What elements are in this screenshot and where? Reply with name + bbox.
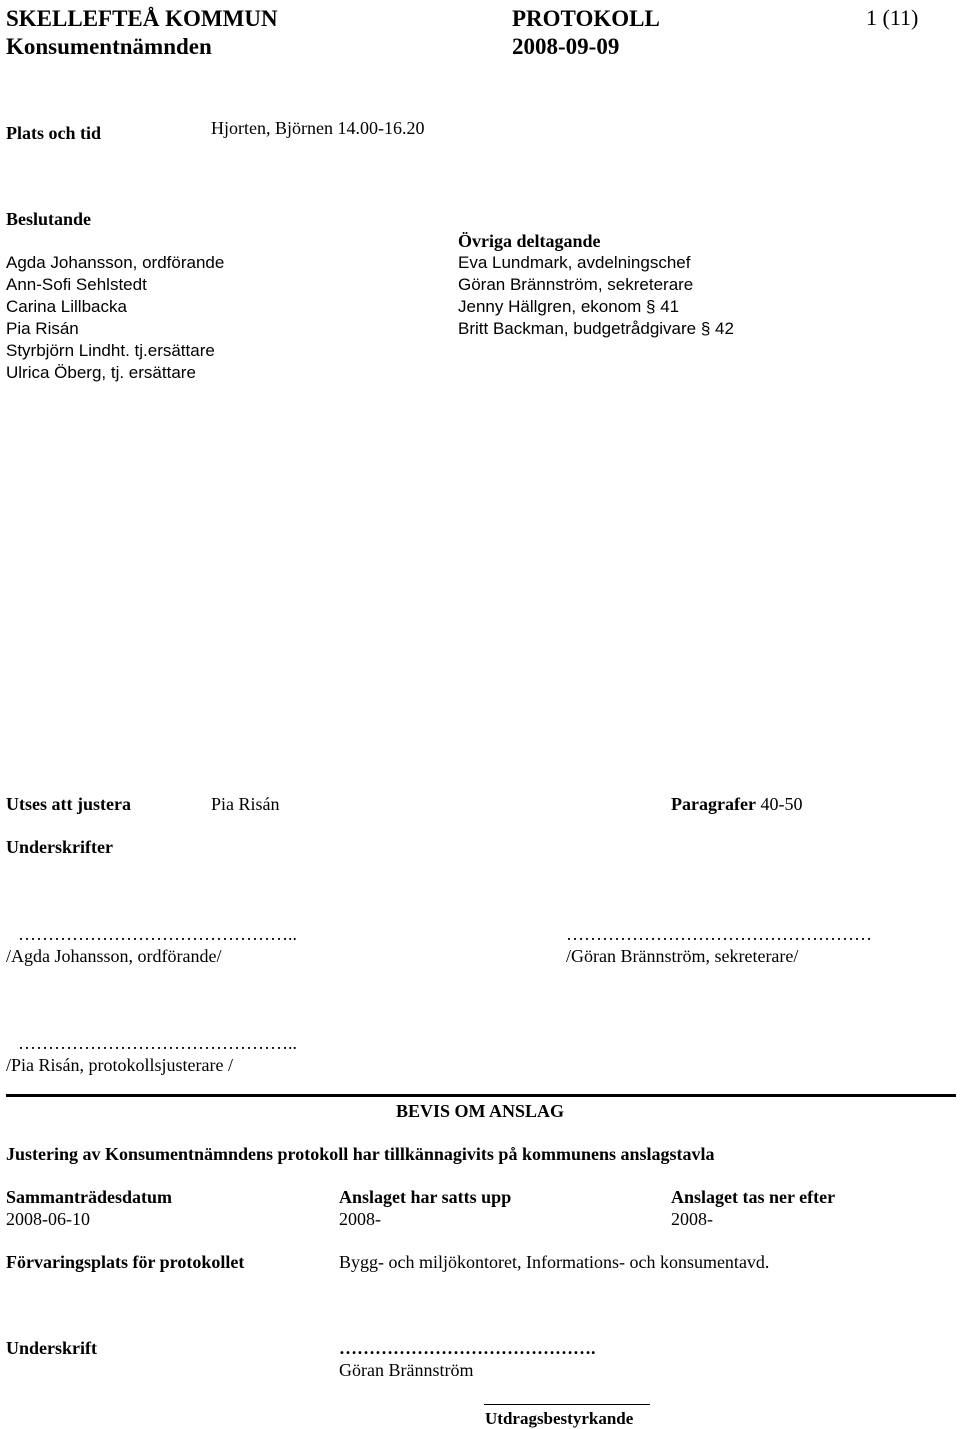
footer-label: Utdragsbestyrkande bbox=[485, 1409, 634, 1428]
place-label: Plats och tid bbox=[6, 123, 102, 143]
signer-name: Göran Brännström bbox=[339, 1360, 474, 1380]
meeting-date-label: Sammanträdesdatum bbox=[6, 1187, 173, 1207]
committee-name: Konsumentnämnden bbox=[6, 34, 212, 59]
notice-title: BEVIS OM ANSLAG bbox=[395, 1101, 565, 1121]
paragraphs-value: 40-50 bbox=[760, 794, 803, 814]
deciding-member: Agda Johansson, ordförande bbox=[6, 253, 225, 272]
meeting-date-value: 2008-06-10 bbox=[6, 1209, 90, 1229]
place-value: Hjorten, Björnen 14.00-16.20 bbox=[211, 118, 425, 138]
adjuster-signature-line: ……………………………………….. bbox=[18, 1033, 297, 1053]
deciding-member: Carina Lillbacka bbox=[6, 297, 127, 316]
footer-rule bbox=[484, 1404, 650, 1405]
chair-name: /Agda Johansson, ordförande/ bbox=[6, 946, 222, 966]
storage-label: Förvaringsplats för protokollet bbox=[6, 1252, 245, 1272]
paragraphs bbox=[671, 795, 802, 813]
posted-label: Anslaget har satts upp bbox=[339, 1187, 512, 1207]
deciding-member: Ann-Sofi Sehlstedt bbox=[6, 275, 147, 294]
signature-line: ……………………………………. bbox=[339, 1338, 596, 1358]
storage-value: Bygg- och miljökontoret, Informations- och konsumentavd. bbox=[339, 1252, 770, 1272]
other-participant: Eva Lundmark, avdelningschef bbox=[458, 253, 691, 272]
signatures-label: Underskrifter bbox=[6, 837, 113, 857]
adjuster-signature-name: /Pia Risán, protokollsjusterare / bbox=[6, 1055, 233, 1075]
secretary-name: /Göran Brännström, sekreterare/ bbox=[566, 946, 799, 966]
deciding-member: Styrbjörn Lindht. tj.ersättare bbox=[6, 341, 215, 360]
removed-value: 2008- bbox=[671, 1209, 713, 1229]
paragraphs-label: Paragrafer bbox=[671, 794, 756, 814]
posted-value: 2008- bbox=[339, 1209, 381, 1229]
other-participant: Britt Backman, budgetrådgivare § 42 bbox=[458, 319, 734, 338]
deciding-member: Ulrica Öberg, tj. ersättare bbox=[6, 363, 196, 382]
meeting-date: 2008-09-09 bbox=[512, 34, 620, 59]
page-number: 1 (11) bbox=[866, 5, 919, 30]
secretary-signature-line: …………………………………………… bbox=[566, 924, 872, 944]
other-participant: Göran Brännström, sekreterare bbox=[458, 275, 694, 294]
signature-label: Underskrift bbox=[6, 1338, 97, 1358]
deciding-label: Beslutande bbox=[6, 209, 92, 229]
org-name: SKELLEFTEÅ KOMMUN bbox=[6, 6, 278, 31]
adjuster-name: Pia Risán bbox=[211, 794, 280, 814]
others-label: Övriga deltagande bbox=[458, 231, 601, 251]
doc-type: PROTOKOLL bbox=[512, 6, 660, 31]
chair-signature-line: ……………………………………….. bbox=[18, 924, 297, 944]
adjuster-label: Utses att justera bbox=[6, 794, 131, 814]
notice-statement: Justering av Konsumentnämndens protokoll har tillkännagivits på kommunens anslagstavla bbox=[6, 1144, 715, 1164]
other-participant: Jenny Hällgren, ekonom § 41 bbox=[458, 297, 680, 316]
section-divider bbox=[6, 1094, 956, 1097]
deciding-member: Pia Risán bbox=[6, 319, 79, 338]
removed-label: Anslaget tas ner efter bbox=[671, 1187, 836, 1207]
